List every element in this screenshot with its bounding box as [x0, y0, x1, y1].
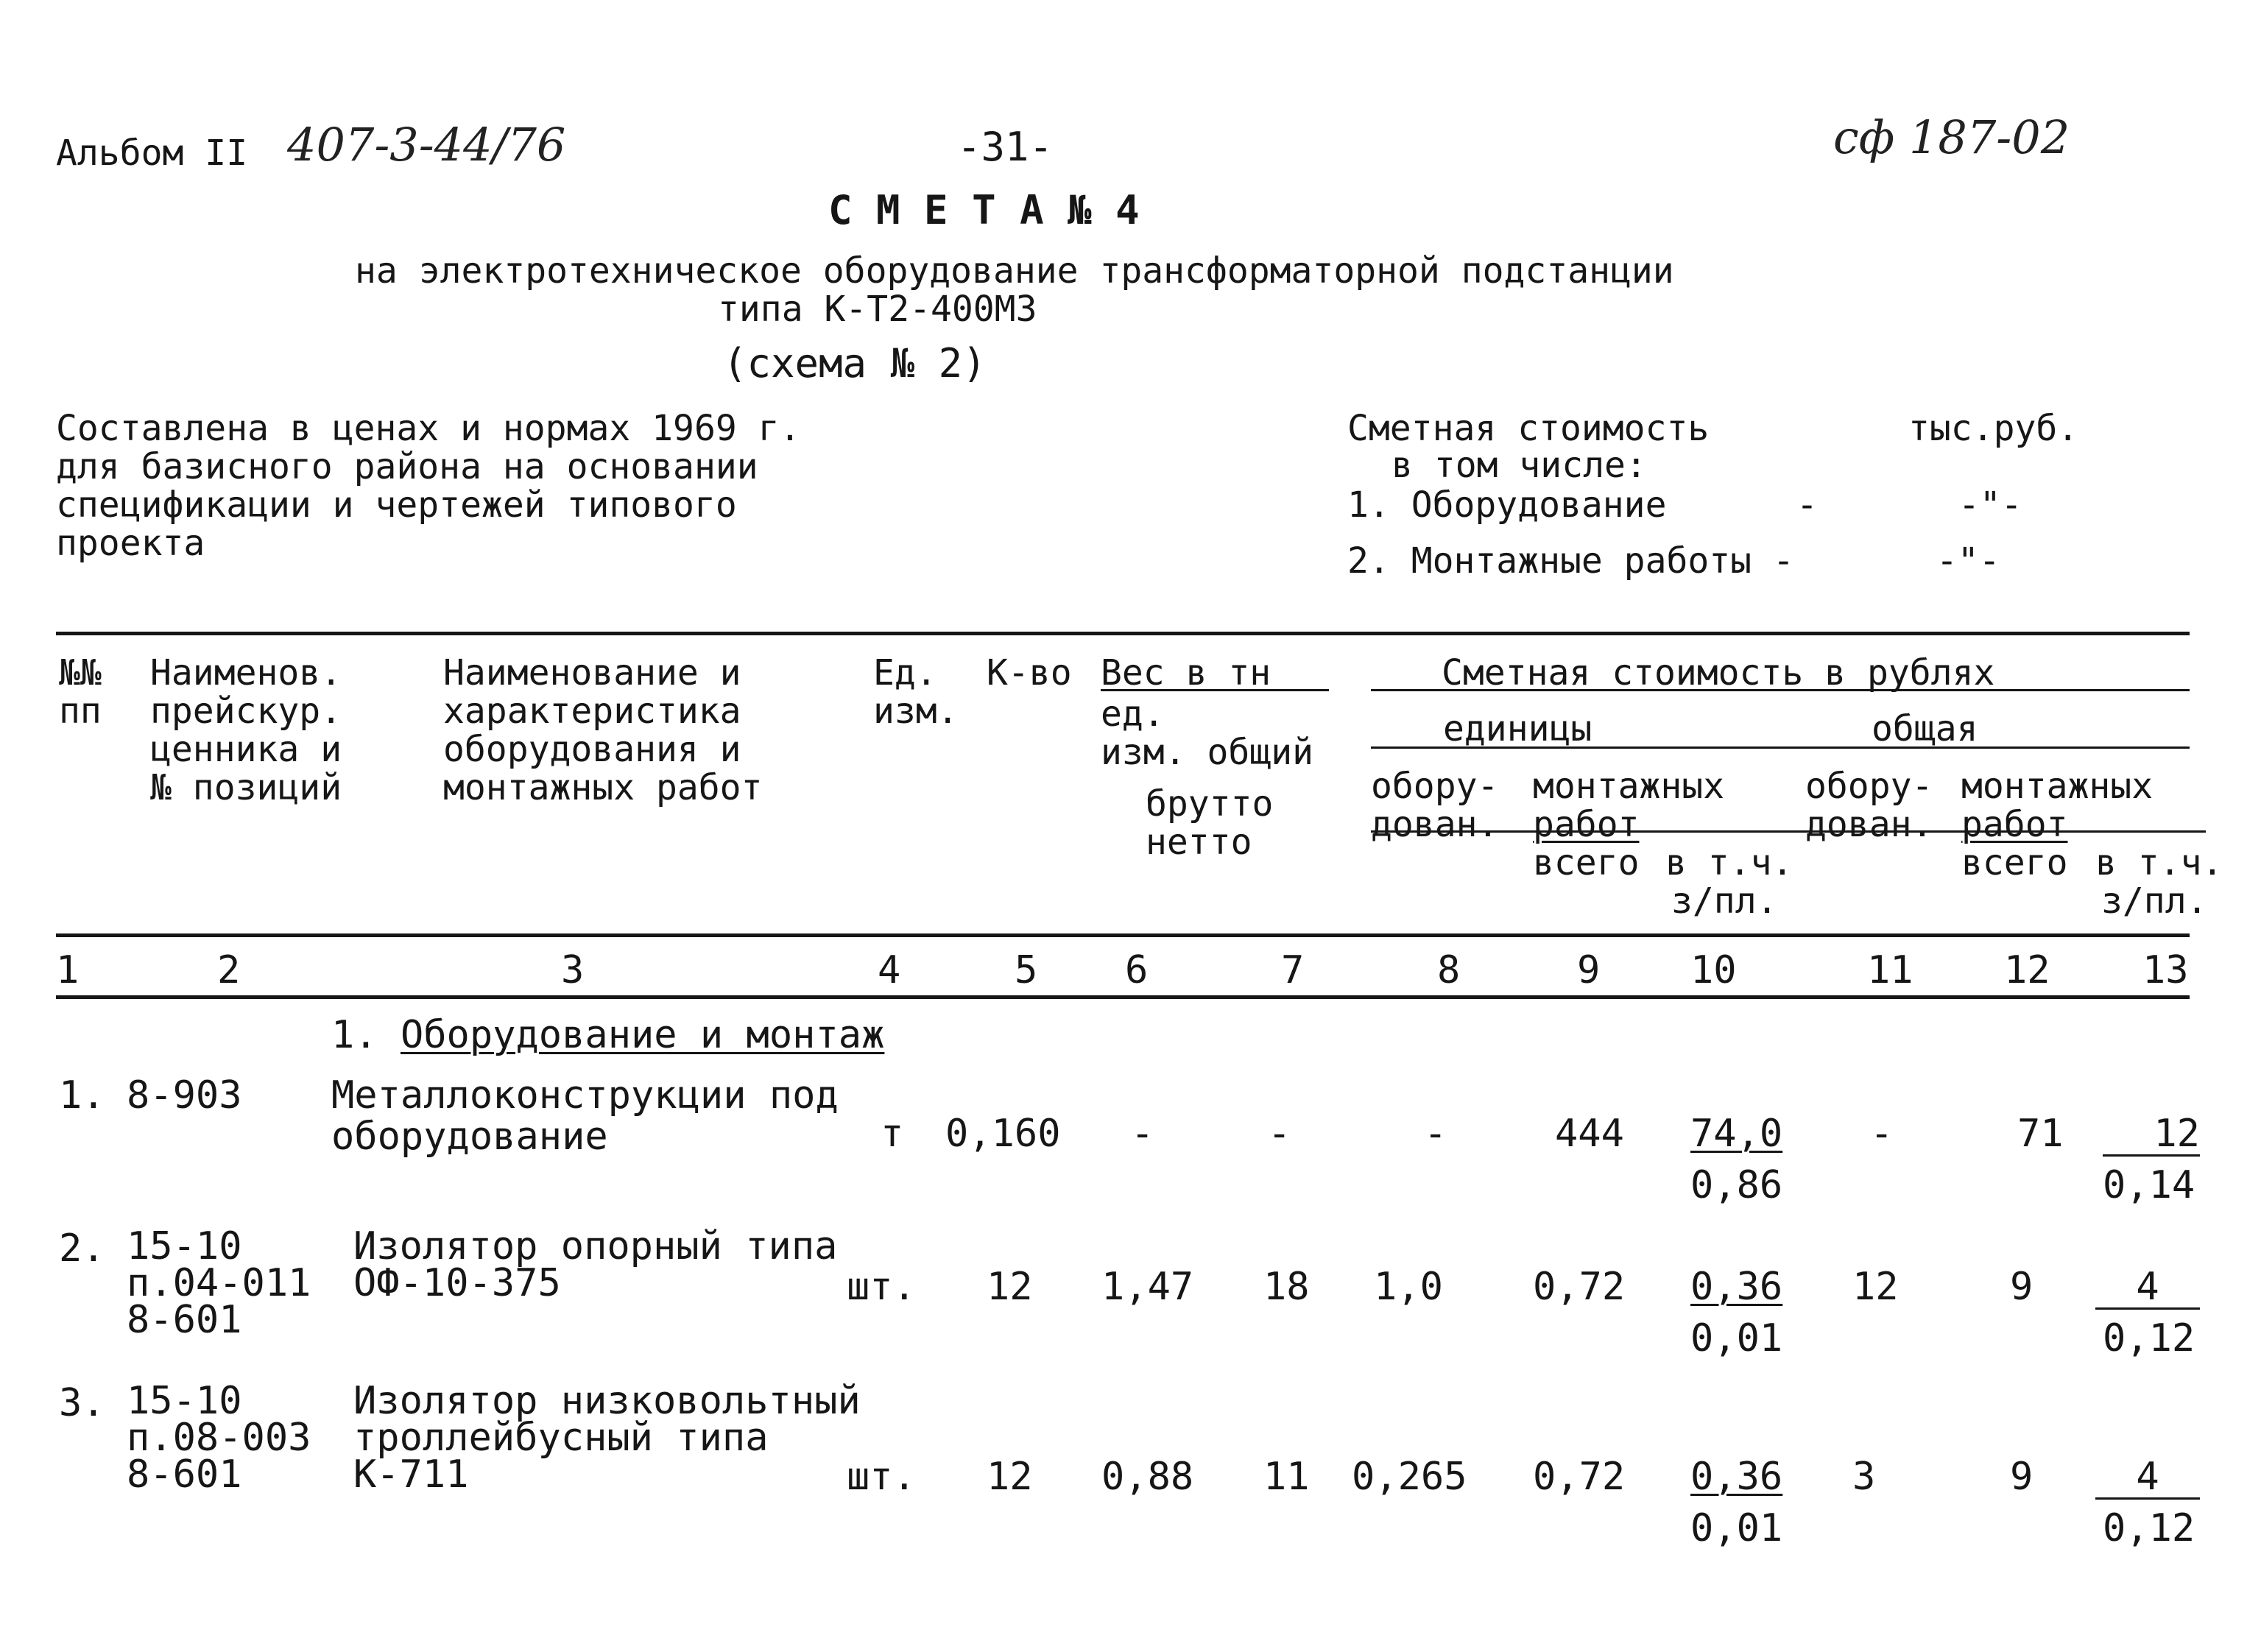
row-installation-wage-detail: 0,01 — [1690, 1316, 1783, 1360]
header-col-number-line2: пп — [59, 691, 102, 732]
row-total-installation: 9 — [2010, 1265, 2034, 1309]
info-line-prices: Составлена в ценах и нормах 1969 г. — [56, 408, 801, 449]
cost-label: Сметная стоимость — [1347, 408, 1710, 449]
header-col-total-installation-wage-line1: в т.ч. — [2095, 842, 2223, 883]
row-installation-wage: 0,36 — [1690, 1455, 1783, 1499]
header-col-total-installation-line1: монтажных — [1961, 766, 2154, 807]
section-title: Оборудование и монтаж — [400, 1013, 885, 1057]
header-col-description-line3: оборудования и — [443, 729, 741, 770]
row-unit: шт. — [847, 1265, 916, 1309]
header-col-weight-line1: ед. — [1101, 693, 1165, 735]
row-installation-total: 0,72 — [1533, 1265, 1626, 1309]
column-number: 10 — [1690, 948, 1737, 992]
row-equipment-cost: - — [1424, 1112, 1447, 1156]
header-col-weight — [1101, 695, 1313, 772]
row-weight-total: 11 — [1263, 1455, 1310, 1499]
column-number: 4 — [878, 948, 901, 992]
row-price-ref-line: 8-601 — [127, 1452, 242, 1497]
header-col-description — [443, 654, 762, 807]
column-number: 12 — [2004, 948, 2050, 992]
row-price-ref-line: 8-903 — [127, 1073, 242, 1118]
info-left-block — [56, 409, 800, 562]
cost-item-equipment-dash: - — [1796, 484, 1818, 526]
header-col-price-ref-line2: прейскур. — [150, 691, 342, 732]
row-total-equipment: - — [1870, 1112, 1894, 1156]
row-weight-unit: 0,88 — [1101, 1455, 1194, 1499]
row-installation-wage: 74,0 — [1690, 1112, 1783, 1156]
title-type-line: типа К-Т2-400МЗ — [718, 289, 1037, 330]
row-equipment-cost: 1,0 — [1374, 1265, 1443, 1309]
header-col-total-equipment-line2: дован. — [1805, 804, 1933, 845]
document-title: С М Е Т А № 4 — [828, 187, 1140, 233]
row-installation-total: 0,72 — [1533, 1455, 1626, 1499]
row-installation-wage: 0,36 — [1690, 1265, 1783, 1309]
row-number: 2. — [59, 1226, 105, 1271]
row-installation-wage-detail: 0,01 — [1690, 1506, 1783, 1550]
row-description — [353, 1224, 838, 1305]
column-number: 9 — [1577, 948, 1601, 992]
cost-unit: тыс.руб. — [1908, 408, 2079, 449]
header-cost-total-group: общая — [1872, 708, 1978, 749]
row-description — [353, 1379, 861, 1497]
row-number: 3. — [59, 1381, 105, 1425]
header-col-weight-gross-line: брутто — [1146, 783, 1274, 825]
cost-item-equipment: 1. Оборудование — [1347, 484, 1667, 526]
row-description-line: Металлоконструкции под — [331, 1073, 839, 1118]
row-weight-unit: 1,47 — [1101, 1265, 1194, 1309]
header-col-description-line2: характеристика — [443, 691, 741, 732]
column-numbers-rule — [56, 995, 2190, 999]
header-col-unit — [873, 654, 959, 730]
column-number: 8 — [1437, 948, 1461, 992]
header-col-description-line4: монтажных работ — [443, 767, 763, 808]
row-total-wage-detail: 0,12 — [2103, 1316, 2195, 1360]
row-description-line: троллейбусный типа — [353, 1416, 769, 1460]
header-bottom-rule — [56, 933, 2190, 937]
header-col-installation-line1: монтажных — [1533, 766, 1725, 807]
row-quantity: 12 — [987, 1455, 1033, 1499]
header-col-total-installation-line2: работ — [1961, 804, 2068, 845]
row-quantity: 12 — [987, 1265, 1033, 1309]
row-total-wage: 4 — [2095, 1266, 2200, 1310]
header-col-price-ref — [150, 654, 342, 807]
column-number: 7 — [1281, 948, 1305, 992]
header-col-installation-line2: работ — [1533, 804, 1640, 845]
row-price-ref-line: п.04-011 — [127, 1261, 311, 1305]
header-col-equipment — [1371, 767, 1498, 844]
project-code-handwritten: 407-3-44/76 — [287, 118, 566, 172]
row-description-line: К-711 — [353, 1452, 469, 1497]
header-col-total-installation-wage-line2: з/пл. — [2101, 880, 2208, 922]
header-col-total-installation-wage — [2095, 844, 2223, 920]
header-col-quantity: К-во — [987, 652, 1072, 693]
row-total-equipment: 12 — [1852, 1265, 1899, 1309]
info-line-project: проекта — [56, 523, 205, 564]
row-description — [331, 1075, 839, 1157]
row-installation-total: 444 — [1555, 1112, 1624, 1156]
row-price-ref-line: 15-10 — [127, 1224, 242, 1268]
row-unit: шт. — [847, 1455, 916, 1499]
row-price-ref — [127, 1224, 311, 1342]
row-unit: т — [881, 1112, 904, 1156]
header-col-equipment-line2: дован. — [1371, 804, 1499, 845]
header-col-price-ref-line1: Наименов. — [150, 652, 342, 693]
header-col-equipment-line1: обору- — [1371, 766, 1499, 807]
header-col-total-equipment-line1: обору- — [1805, 766, 1933, 807]
header-col-installation-wage — [1665, 844, 1793, 920]
row-weight-total: - — [1268, 1112, 1291, 1156]
cost-including: в том числе: — [1391, 445, 1647, 486]
header-cost-title: Сметная стоимость в рублях — [1442, 652, 1995, 693]
header-cost-unit-group: единицы — [1443, 708, 1592, 749]
row-installation-wage-detail: 0,86 — [1690, 1163, 1783, 1207]
column-number: 2 — [217, 948, 241, 992]
header-col-installation — [1533, 767, 1724, 844]
header-col-weight-net-line: нетто — [1146, 822, 1252, 863]
section-heading — [331, 1014, 884, 1056]
header-col-total-installation — [1961, 767, 2153, 844]
row-weight-unit: - — [1131, 1112, 1154, 1156]
section-number: 1. — [331, 1013, 378, 1057]
row-total-wage-detail: 0,12 — [2103, 1506, 2195, 1550]
column-number: 1 — [56, 948, 80, 992]
column-number: 11 — [1867, 948, 1913, 992]
row-price-ref-line: 15-10 — [127, 1379, 242, 1423]
row-description-line: Изолятор низковольтный — [353, 1379, 861, 1423]
cost-item-equipment-value: -"- — [1958, 484, 2022, 526]
row-weight-total: 18 — [1263, 1265, 1310, 1309]
archive-code-handwritten: сф 187-02 — [1833, 110, 2070, 164]
row-total-wage: 4 — [2095, 1456, 2200, 1500]
album-label: Альбом II — [56, 133, 248, 174]
header-col-price-ref-line4: № позиций — [150, 767, 342, 808]
cost-item-installation: 2. Монтажные работы - — [1347, 540, 1794, 582]
row-total-wage-detail: 0,14 — [2103, 1163, 2195, 1207]
row-description-line: Изолятор опорный типа — [353, 1224, 838, 1268]
header-col-price-ref-line3: ценника и — [150, 729, 342, 770]
row-total-wage: 12 — [2103, 1113, 2200, 1157]
page-number: -31- — [957, 124, 1054, 170]
row-quantity: 0,160 — [945, 1112, 1061, 1156]
row-total-installation: 71 — [2017, 1112, 2064, 1156]
column-number: 13 — [2142, 948, 2189, 992]
title-subject-line: на электротехническое оборудование трансформаторной подстанции — [355, 250, 1674, 292]
title-scheme: (схема № 2) — [723, 340, 987, 386]
row-number: 1. — [59, 1073, 105, 1118]
header-col-weight-gross — [1146, 785, 1273, 861]
header-col-number — [59, 654, 102, 730]
header-col-weight-line2: изм. общий — [1101, 732, 1313, 773]
header-col-total-installation-total: всего — [1961, 842, 2068, 883]
row-price-ref-line: 8-601 — [127, 1298, 242, 1342]
header-col-unit-line1: Ед. — [873, 652, 937, 693]
header-col-total-equipment — [1805, 767, 1933, 844]
info-line-region: для базисного района на основании — [56, 446, 758, 487]
row-total-equipment: 3 — [1852, 1455, 1876, 1499]
row-price-ref — [127, 1379, 311, 1497]
row-price-ref-line: п.08-003 — [127, 1416, 311, 1460]
row-equipment-cost: 0,265 — [1352, 1455, 1467, 1499]
header-col-installation-total: всего — [1533, 842, 1640, 883]
header-col-installation-wage-line1: в т.ч. — [1665, 842, 1793, 883]
row-total-installation: 9 — [2010, 1455, 2034, 1499]
header-col-installation-wage-line2: з/пл. — [1671, 880, 1778, 922]
header-col-description-line1: Наименование и — [443, 652, 741, 693]
row-price-ref — [127, 1075, 242, 1116]
header-col-unit-line2: изм. — [873, 691, 959, 732]
row-description-line: ОФ-10-375 — [353, 1261, 561, 1305]
header-col-weight-title: Вес в тн — [1101, 652, 1271, 693]
column-number: 6 — [1125, 948, 1149, 992]
column-number: 5 — [1015, 948, 1038, 992]
info-line-spec: спецификации и чертежей типового — [56, 484, 737, 526]
header-col-number-line1: №№ — [59, 652, 102, 693]
cost-item-installation-value: -"- — [1936, 540, 2000, 582]
table-top-rule — [56, 632, 2190, 635]
row-description-line: оборудование — [331, 1115, 608, 1159]
column-number: 3 — [561, 948, 585, 992]
